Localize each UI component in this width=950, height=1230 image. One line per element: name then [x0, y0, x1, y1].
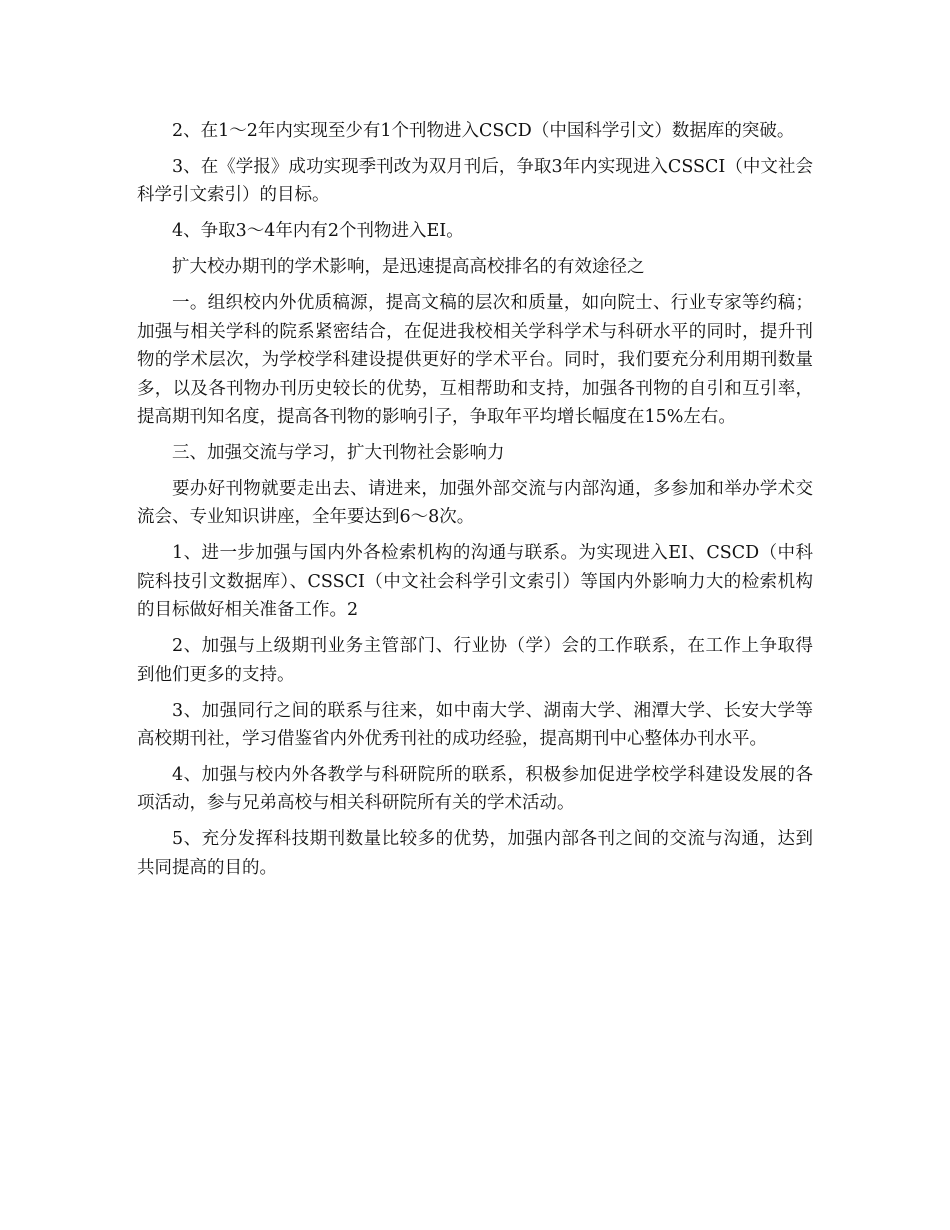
paragraph-exchange-intro: 要办好刊物就要走出去、请进来，加强外部交流与内部沟通，多参加和举办学术交流会、专业知识讲座，全年要达到6～8次。	[137, 479, 813, 528]
section-heading-exchange: 三、加强交流与学习，扩大刊物社会影响力	[172, 443, 505, 464]
paragraph-item-3: 3、加强同行之间的联系与往来，如中南大学、湖南大学、湘潭大学、长安大学等高校期刊社，学习借鉴省内外优秀刊社的成功经验，提高期刊中心整体办刊水平。	[137, 700, 813, 750]
document-body	[137, 117, 813, 890]
paragraph-cssci-goal: 3、在《学报》成功实现季刊改为双月刊后，争取3年内实现进入CSSCI（中文社会科学引文索引）的目标。	[137, 157, 813, 206]
paragraph-item-5: 5、充分发挥科技期刊数量比较多的优势，加强内部各刊之间的交流与沟通，达到共同提高的目的。	[137, 829, 813, 878]
paragraph-ei-goal: 4、争取3～4年内有2个刊物进入EI。	[172, 221, 464, 242]
paragraph-item-1: 1、进一步加强与国内外各检索机构的沟通与联系。为实现进入EI、CSCD（中科院科技引文数据库）、CSSCI（中文社会科学引文索引）等国内外影响力大的检索机构的目标做好相关准备工作。2	[137, 543, 813, 621]
paragraph-cscd-goal: 2、在1～2年内实现至少有1个刊物进入CSCD（中国科学引文）数据库的突破。	[172, 121, 795, 141]
paragraph-influence-intro: 扩大校办期刊的学术影响，是迅速提高高校排名的有效途径之	[172, 257, 645, 278]
paragraph-item-2: 2、加强与上级期刊业务主管部门、行业协（学）会的工作联系，在工作上争取得到他们更多的支持。	[137, 636, 813, 685]
paragraph-item-4: 4、加强与校内外各教学与科研院所的联系，积极参加促进学校学科建设发展的各项活动，参与兄弟高校与相关科研院所有关的学术活动。	[137, 765, 813, 814]
paragraph-influence-detail: 一。组织校内外优质稿源，提高文稿的层次和质量，如向院士、行业专家等约稿；加强与相关学科的院系紧密结合，在促进我校相关学科学术与科研水平的同时，提升刊物的学术层次，为学校学科建设提供更好的学术平台。同时，我们要充分利用期刊数量多，以及各刊物办刊历史较长的优势，互相帮助和支持，加强各刊物的自引和互引率，提高期刊知名度，提高各刊物的影响引子，争取年平均增长幅度在15%左右。	[137, 293, 813, 428]
